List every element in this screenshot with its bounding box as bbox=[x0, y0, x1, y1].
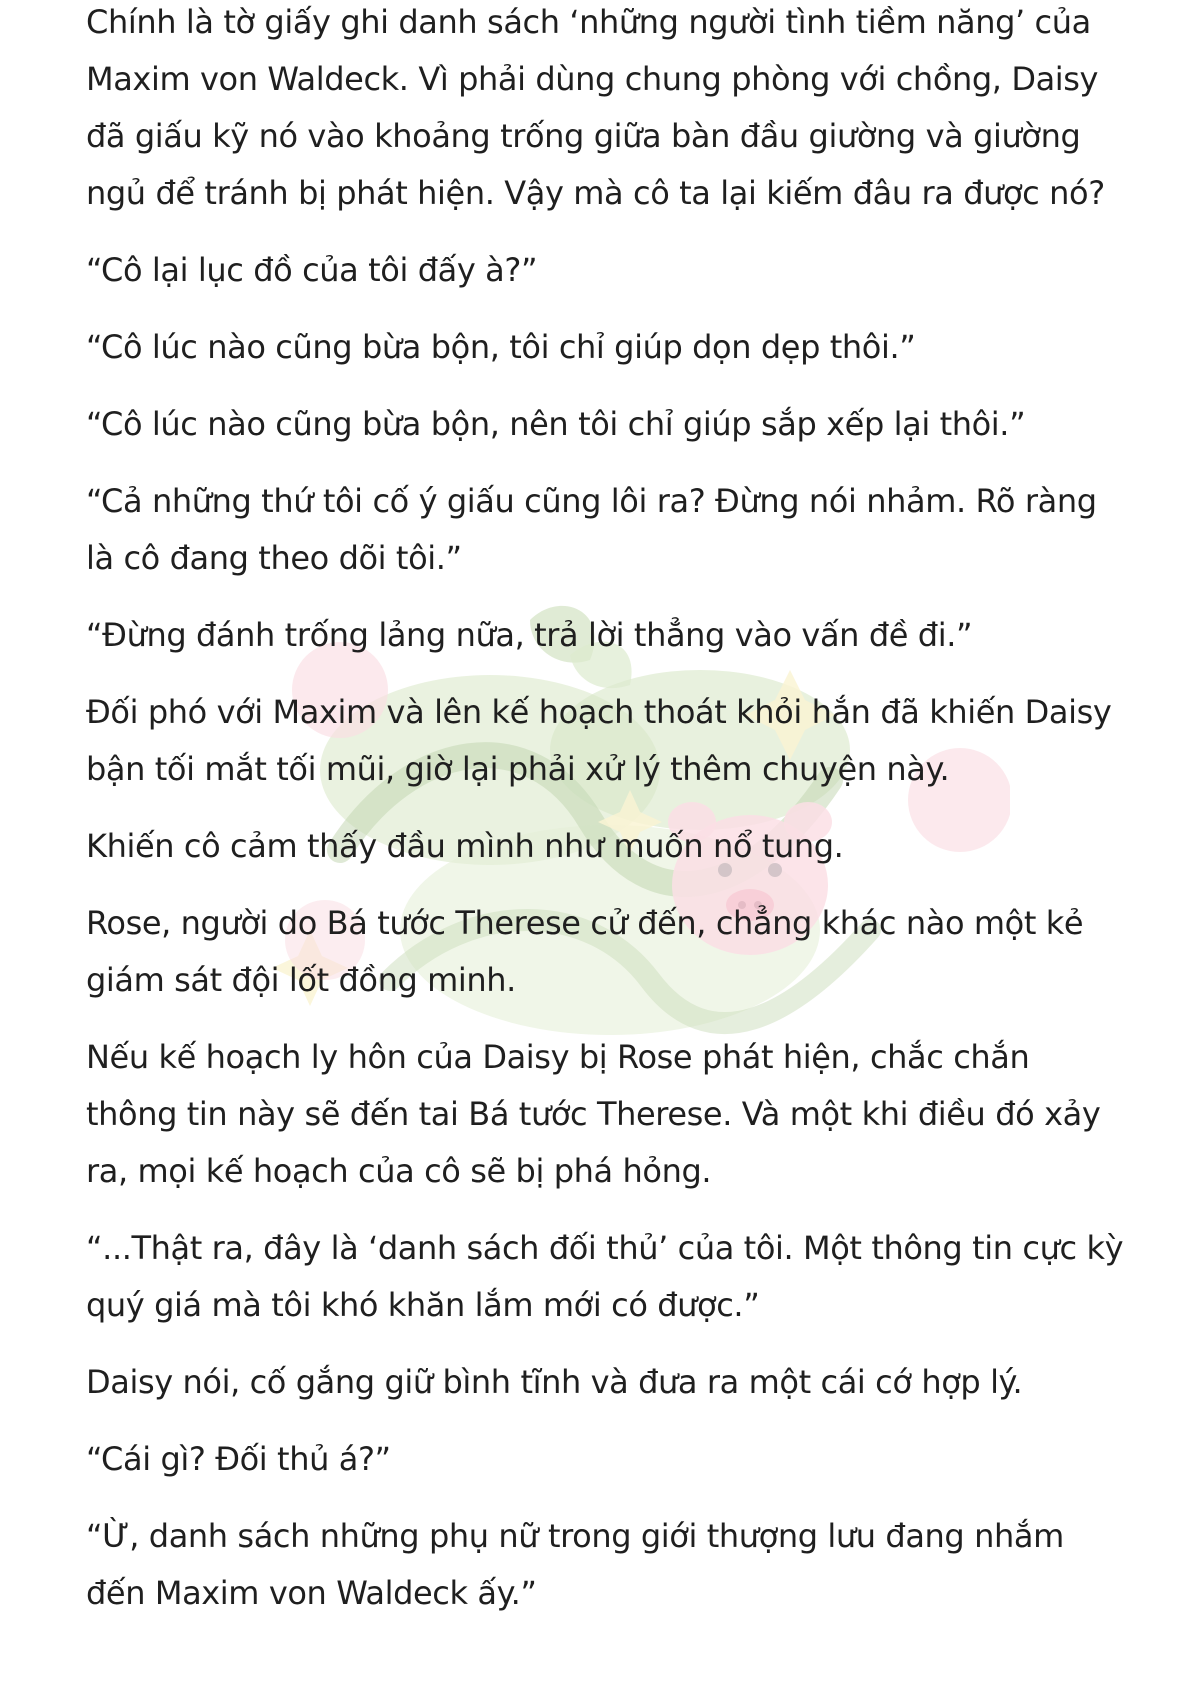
paragraph-2: “Cô lại lục đồ của tôi đấy à?” bbox=[86, 251, 538, 289]
paragraph-9: Rose, người do Bá tước Therese cử đến, chẳng khác nào một kẻ giám sát đội lốt đồng minh. bbox=[86, 904, 1084, 999]
reader-content bbox=[86, 0, 1126, 1642]
paragraph-1: Chính là tờ giấy ghi danh sách ‘những người tình tiềm năng’ của Maxim von Waldeck. Vì phải dùng chung phòng với chồng, Daisy đã giấu kỹ nó vào khoảng trống giữa bàn đầu giường và giường ngủ để tránh bị phát hiện. Vậy mà cô ta lại kiếm đâu ra được nó? bbox=[86, 3, 1105, 212]
paragraph-14: “Ừ, danh sách những phụ nữ trong giới thượng lưu đang nhắm đến Maxim von Waldeck ấy.” bbox=[86, 1517, 1064, 1612]
paragraph-13: “Cái gì? Đối thủ á?” bbox=[86, 1440, 391, 1478]
paragraph-3: “Cô lúc nào cũng bừa bộn, tôi chỉ giúp dọn dẹp thôi.” bbox=[86, 328, 916, 366]
paragraph-7: Đối phó với Maxim và lên kế hoạch thoát khỏi hắn đã khiến Daisy bận tối mắt tối mũi, giờ lại phải xử lý thêm chuyện này. bbox=[86, 693, 1112, 788]
paragraph-10: Nếu kế hoạch ly hôn của Daisy bị Rose phát hiện, chắc chắn thông tin này sẽ đến tai Bá tước Therese. Và một khi điều đó xảy ra, mọi kế hoạch của cô sẽ bị phá hỏng. bbox=[86, 1038, 1101, 1190]
paragraph-8: Khiến cô cảm thấy đầu mình như muốn nổ tung. bbox=[86, 827, 844, 865]
paragraph-6: “Đừng đánh trống lảng nữa, trả lời thẳng vào vấn đề đi.” bbox=[86, 616, 973, 654]
paragraph-4: “Cô lúc nào cũng bừa bộn, nên tôi chỉ giúp sắp xếp lại thôi.” bbox=[86, 405, 1026, 443]
paragraph-5: “Cả những thứ tôi cố ý giấu cũng lôi ra? Đừng nói nhảm. Rõ ràng là cô đang theo dõi tôi.” bbox=[86, 482, 1097, 577]
paragraph-11: “...Thật ra, đây là ‘danh sách đối thủ’ của tôi. Một thông tin cực kỳ quý giá mà tôi khó khăn lắm mới có được.” bbox=[86, 1229, 1124, 1324]
paragraph-12: Daisy nói, cố gắng giữ bình tĩnh và đưa ra một cái cớ hợp lý. bbox=[86, 1363, 1023, 1401]
